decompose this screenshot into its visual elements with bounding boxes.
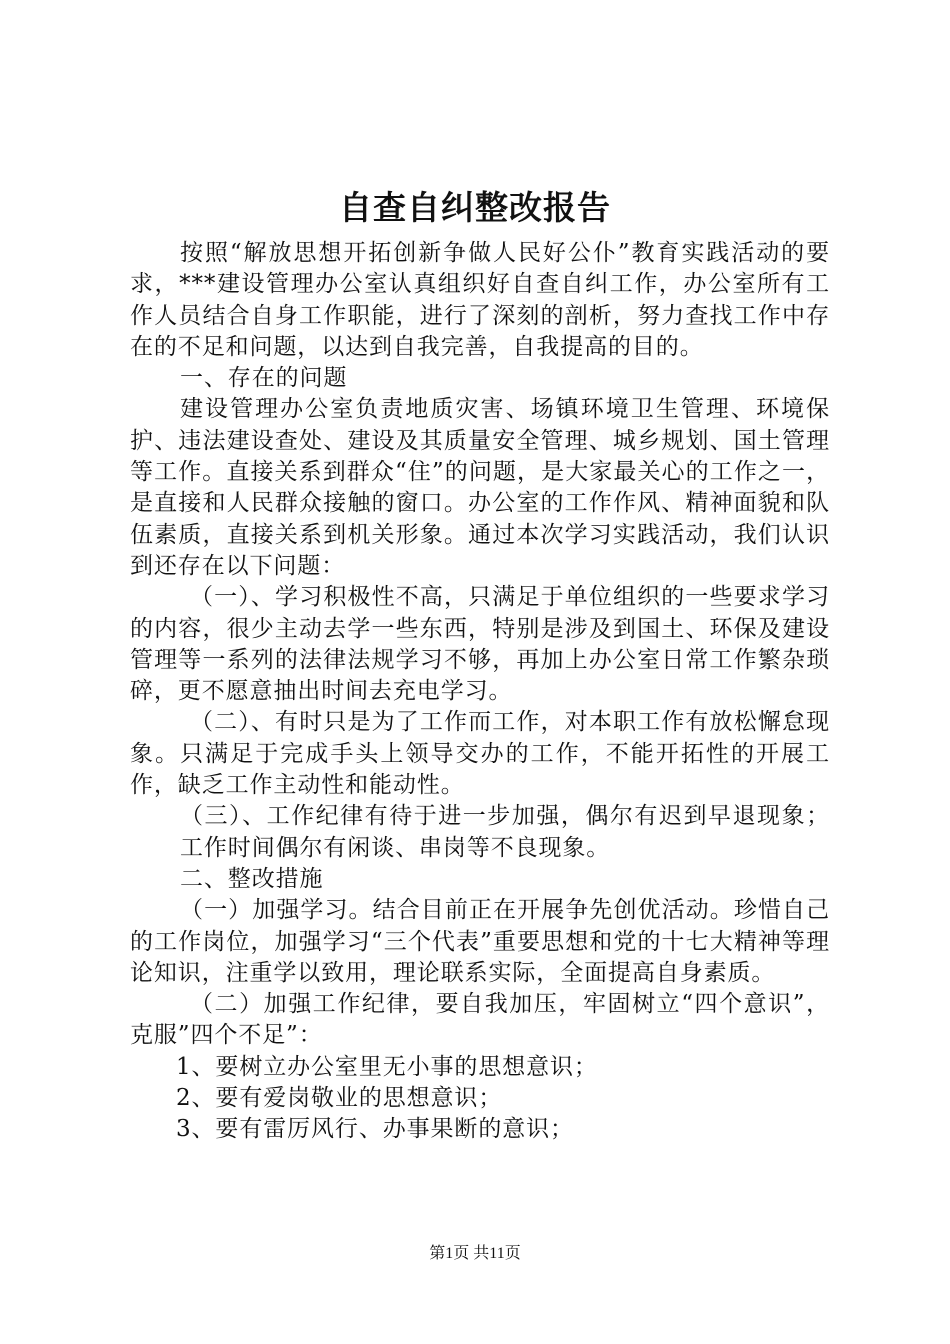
problem-item-2: （二）、有时只是为了工作而工作，对本职工作有放松懈怠现象。只满足于完成手头上领导交办的工作，不能开拓性的开展工作，缺乏工作主动性和能动性。	[130, 709, 830, 799]
list-item: 1、要树立办公室里无小事的思想意识；	[176, 1053, 598, 1080]
list-item: 3、要有雷厉风行、办事果断的意识；	[176, 1116, 574, 1143]
section-heading-measures: 二、整改措施	[180, 865, 324, 892]
page-number: 第1页 共11页	[429, 1245, 521, 1262]
problems-paragraph: 建设管理办公室负责地质灾害、场镇环境卫生管理、环境保护、违法建设查处、建设及其质量安全管理、城乡规划、国土管理等工作。直接关系到群众“住”的问题，是大家最关心的工作之一，是直接和人民群众接触的窗口。办公室的工作作风、精神面貌和队伍素质，直接关系到机关形象。通过本次学习实践活动，我们认识到还存在以下问题：	[130, 396, 830, 579]
document-title: 自查自纠整改报告	[339, 188, 611, 227]
measure-item-1: （一）加强学习。结合目前正在开展争先创优活动。珍惜自己的工作岗位，加强学习“三个代表”重要思想和党的十七大精神等理论知识，注重学以致用，理论联系实际，全面提高自身素质。	[130, 897, 830, 986]
measure-item-2: （二）加强工作纪律，要自我加压，牢固树立“四个意识”，克服”四个不足”：	[130, 991, 830, 1049]
intro-paragraph: 按照“解放思想开拓创新争做人民好公仆”教育实践活动的要求，***建设管理办公室认真组织好自查自纠工作，办公室所有工作人员结合自身工作职能，进行了深刻的剖析，努力查找工作中存在的不足和问题，以达到自我完善，自我提高的目的。	[130, 240, 830, 360]
problem-item-1: （一）、学习积极性不高，只满足于单位组织的一些要求学习的内容，很少主动去学一些东西，特别是涉及到国土、环保及建设管理等一系列的法律法规学习不够，再加上办公室日常工作繁杂琐碎，更不愿意抽出时间去充电学习。	[130, 584, 830, 705]
document-body	[130, 238, 830, 1146]
problem-item-3: （三）、工作纪律有待于进一步加强，偶尔有迟到早退现象；工作时间偶尔有闲谈、串岗等不良现象。	[180, 803, 830, 861]
list-item: 2、要有爱岗敬业的思想意识；	[176, 1085, 503, 1112]
section-heading-problems: 一、存在的问题	[180, 365, 348, 392]
